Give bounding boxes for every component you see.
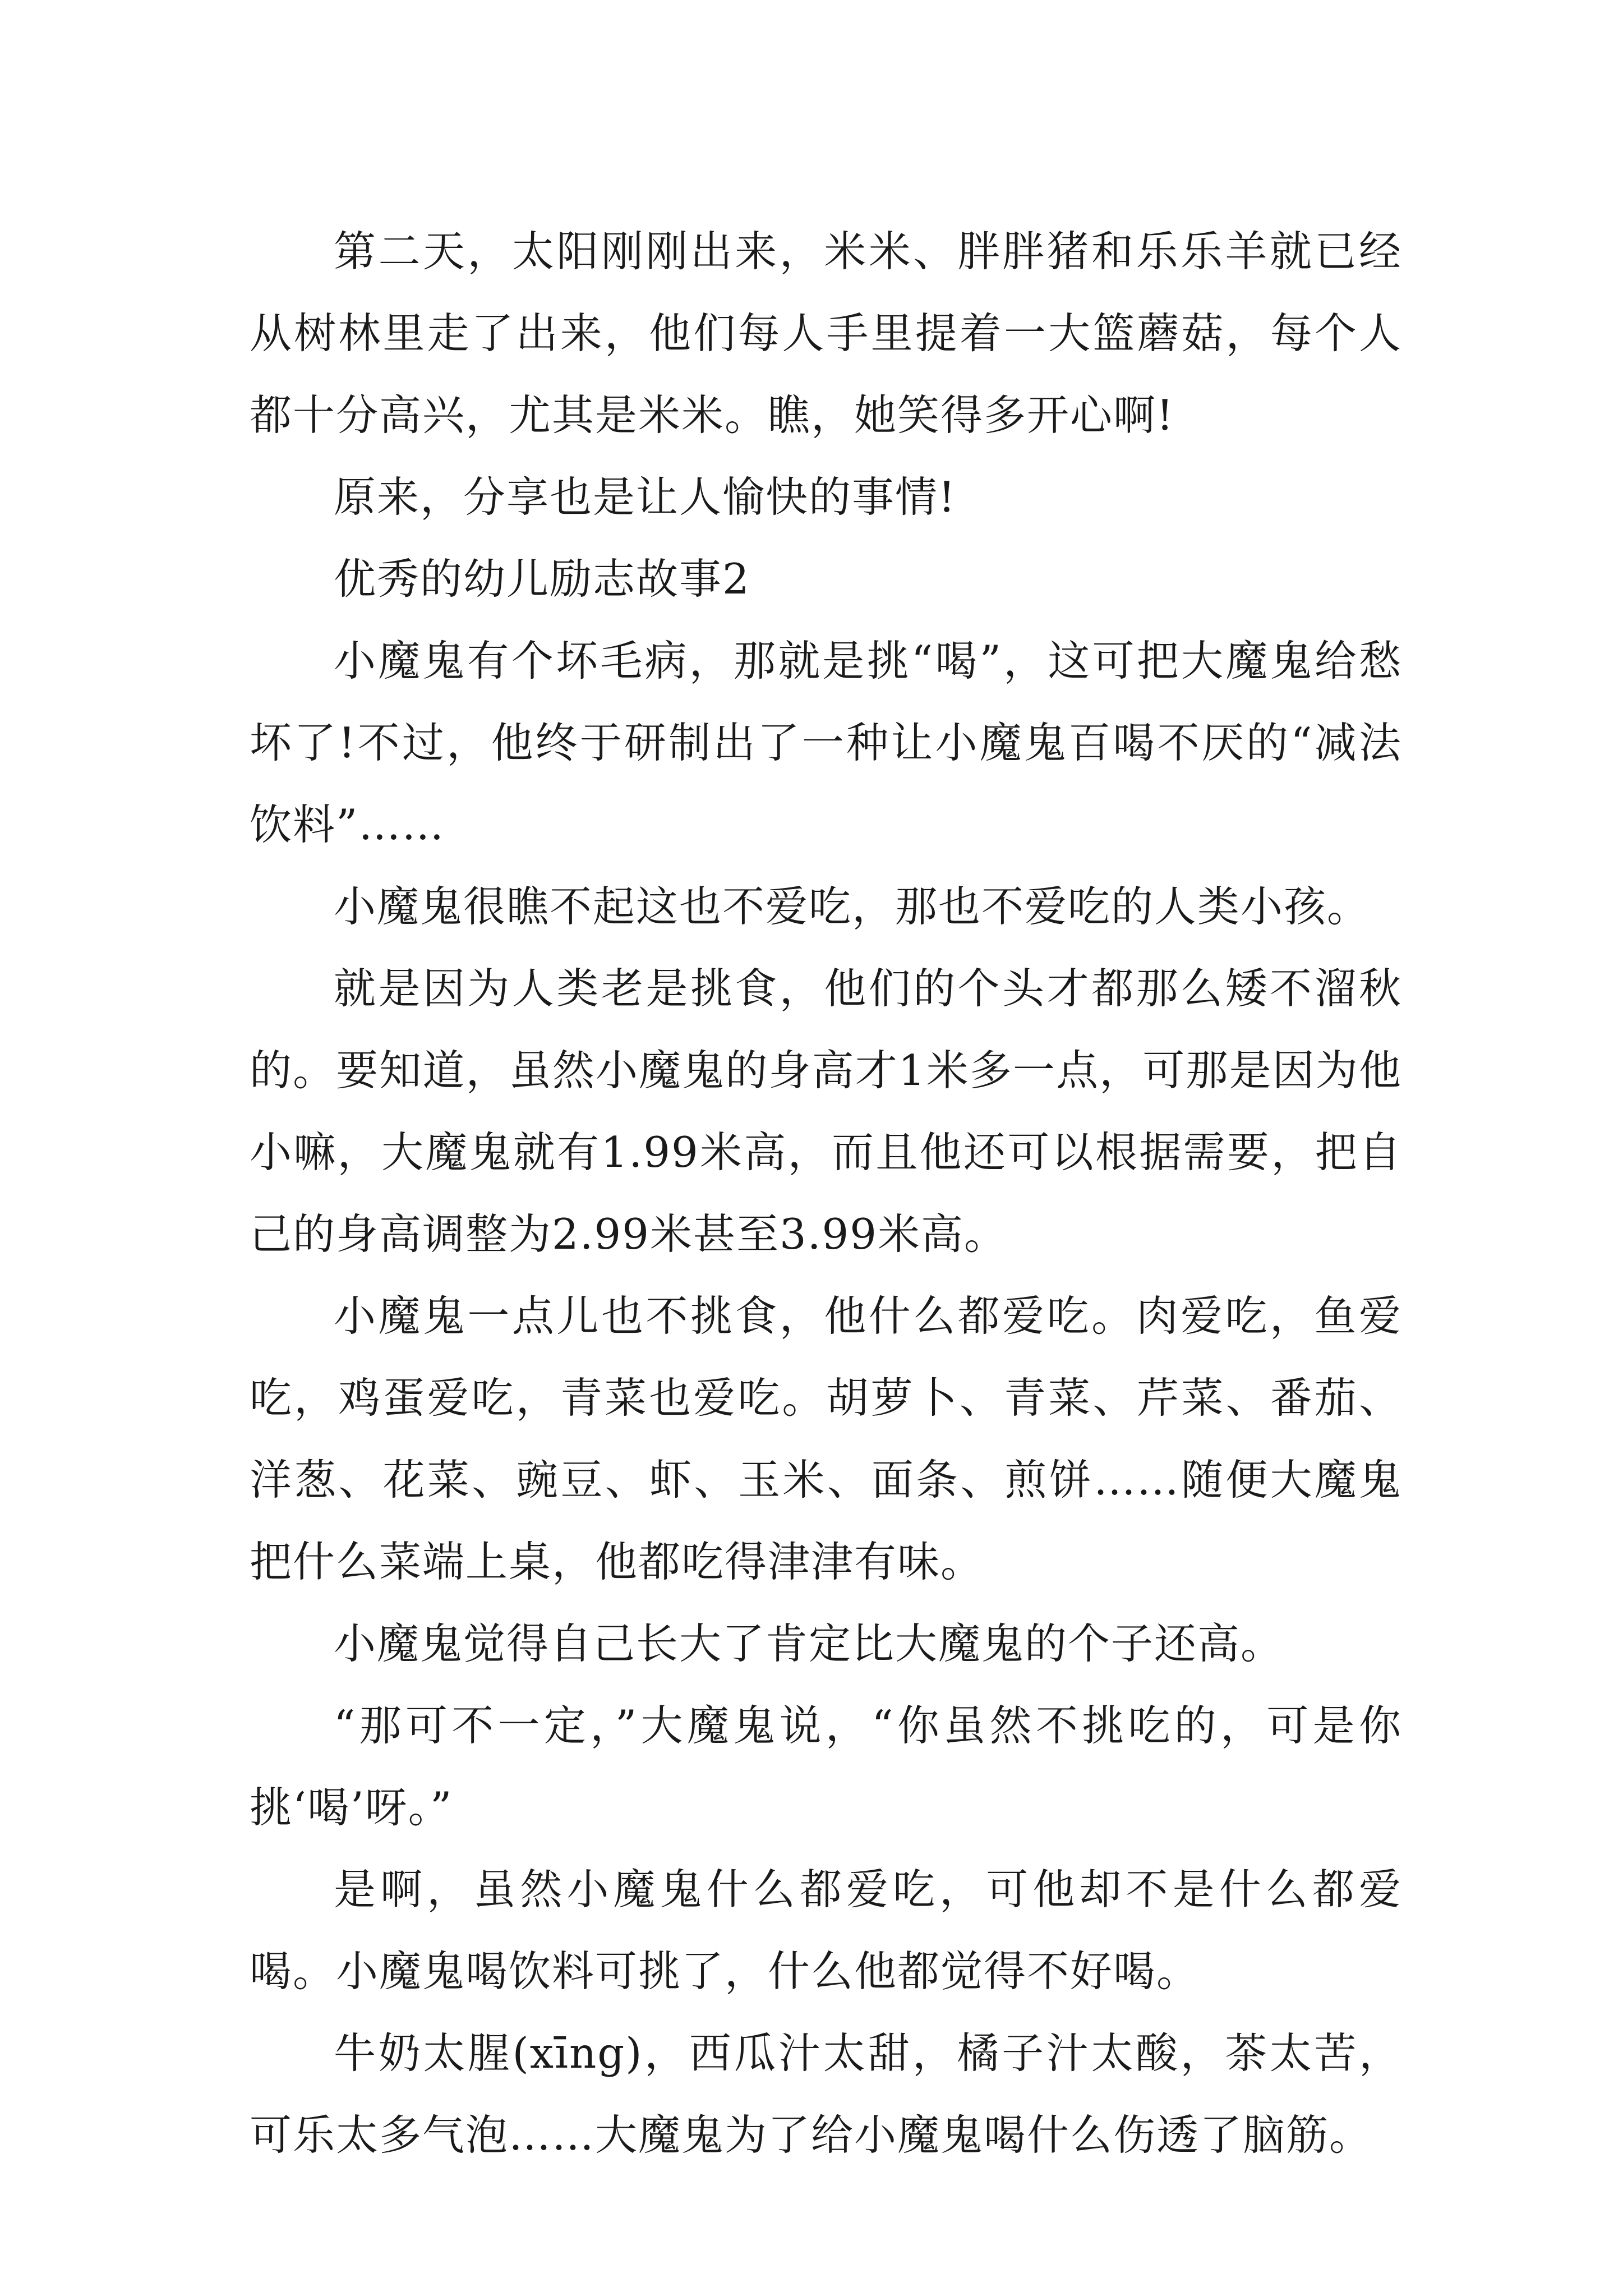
paragraph: 第二天，太阳刚刚出来，米米、胖胖猪和乐乐羊就已经从树林里走了出来，他们每人手里提着一大篮蘑菇，每个人都十分高兴，尤其是米米。瞧，她笑得多开心啊! — [250, 227, 1402, 440]
paragraph: 小魔鬼很瞧不起这也不爱吃，那也不爱吃的人类小孩。 — [334, 882, 1371, 931]
document-body — [250, 210, 1402, 2176]
paragraph: 就是因为人类老是挑食，他们的个头才都那么矮不溜秋的。要知道，虽然小魔鬼的身高才1米多一点，可那是因为他小嘛，大魔鬼就有1.99米高，而且他还可以根据需要，把自己的身高调整为2.99米甚至3.99米高。 — [250, 964, 1402, 1259]
paragraph: 小魔鬼有个坏毛病，那就是挑“喝”，这可把大魔鬼给愁坏了!不过，他终于研制出了一种让小魔鬼百喝不厌的“减法饮料”…… — [250, 636, 1402, 849]
section-heading: 优秀的幼儿励志故事2 — [334, 554, 750, 604]
paragraph: 原来，分享也是让人愉快的事情! — [334, 472, 957, 522]
paragraph: “那可不一定，”大魔鬼说，“你虽然不挑吃的，可是你挑‘喝’呀。” — [250, 1701, 1402, 1832]
paragraph: 牛奶太腥(xīng)，西瓜汁太甜，橘子汁太酸，茶太苦，可乐太多气泡……大魔鬼为了给小魔鬼喝什么伤透了脑筋。 — [250, 2028, 1402, 2160]
paragraph: 小魔鬼觉得自己长大了肯定比大魔鬼的个子还高。 — [334, 1619, 1284, 1668]
paragraph: 是啊，虽然小魔鬼什么都爱吃，可他却不是什么都爱喝。小魔鬼喝饮料可挑了，什么他都觉得不好喝。 — [250, 1865, 1402, 1996]
paragraph: 小魔鬼一点儿也不挑食，他什么都爱吃。肉爱吃，鱼爱吃，鸡蛋爱吃，青菜也爱吃。胡萝卜、青菜、芹菜、番茄、洋葱、花菜、豌豆、虾、玉米、面条、煎饼……随便大魔鬼把什么菜端上桌，他都吃得津津有味。 — [250, 1291, 1402, 1586]
